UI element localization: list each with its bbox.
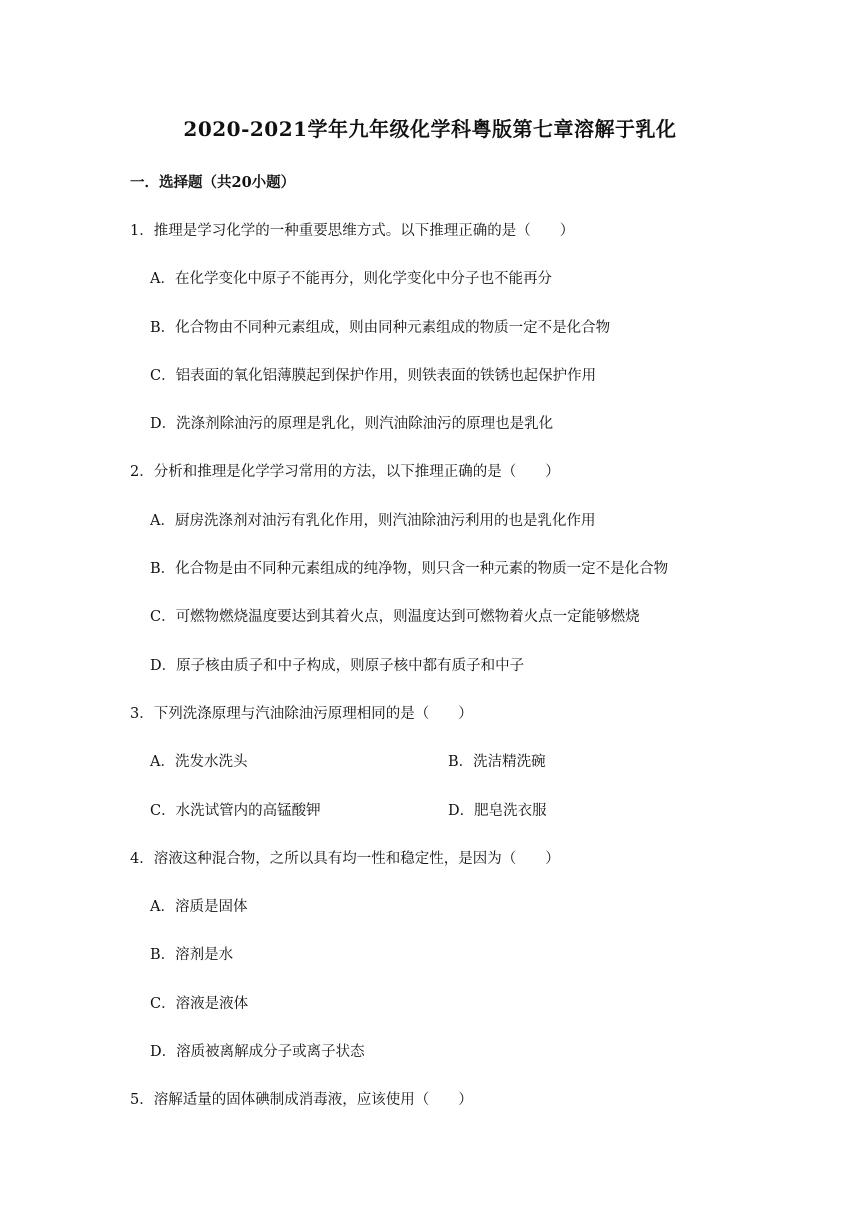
question-3-stem: 3．下列洗涤原理与汽油除油污原理相同的是（ ） [130, 706, 473, 722]
question-1-option-c[interactable]: C．铝表面的氧化铝薄膜起到保护作用，则铁表面的铁锈也起保护作用 [150, 368, 597, 384]
question-2-stem: 2．分析和推理是化学学习常用的方法，以下推理正确的是（ ） [130, 464, 560, 480]
question-4-option-c[interactable]: C．溶液是液体 [150, 996, 249, 1012]
question-3-option-a[interactable]: A．洗发水洗头 [150, 754, 248, 770]
page-title: 2020-2021学年九年级化学科粤版第七章溶解于乳化 [183, 117, 677, 141]
question-4-option-d[interactable]: D．溶质被离解成分子或离子状态 [150, 1044, 365, 1060]
question-4-stem: 4．溶液这种混合物，之所以具有均一性和稳定性，是因为（ ） [130, 851, 560, 867]
question-3-option-c[interactable]: C．水洗试管内的高锰酸钾 [150, 803, 321, 819]
question-4-option-a[interactable]: A．溶质是固体 [150, 899, 248, 915]
question-1-stem: 1．推理是学习化学的一种重要思维方式。以下推理正确的是（ ） [130, 223, 575, 239]
question-3-option-b[interactable]: B．洗洁精洗碗 [448, 754, 546, 770]
question-2-option-c[interactable]: C．可燃物燃烧温度要达到其着火点，则温度达到可燃物着火点一定能够燃烧 [150, 609, 640, 625]
question-1-option-d[interactable]: D．洗涤剂除油污的原理是乳化，则汽油除油污的原理也是乳化 [150, 416, 554, 432]
question-1-option-b[interactable]: B．化合物由不同种元素组成，则由同种元素组成的物质一定不是化合物 [150, 320, 611, 336]
question-2-option-d[interactable]: D．原子核由质子和中子构成，则原子核中都有质子和中子 [150, 658, 525, 674]
question-3-option-d[interactable]: D．肥皂洗衣服 [448, 803, 547, 819]
question-5-stem: 5．溶解适量的固体碘制成消毒液，应该使用（ ） [130, 1092, 473, 1108]
question-1-option-a[interactable]: A．在化学变化中原子不能再分，则化学变化中分子也不能再分 [150, 271, 552, 287]
question-2-option-b[interactable]: B．化合物是由不同种元素组成的纯净物，则只含一种元素的物质一定不是化合物 [150, 561, 669, 577]
section-heading: 一．选择题（共20小题） [130, 174, 296, 191]
question-2-option-a[interactable]: A．厨房洗涤剂对油污有乳化作用，则汽油除油污利用的也是乳化作用 [150, 513, 596, 529]
question-4-option-b[interactable]: B．溶剂是水 [150, 947, 234, 963]
